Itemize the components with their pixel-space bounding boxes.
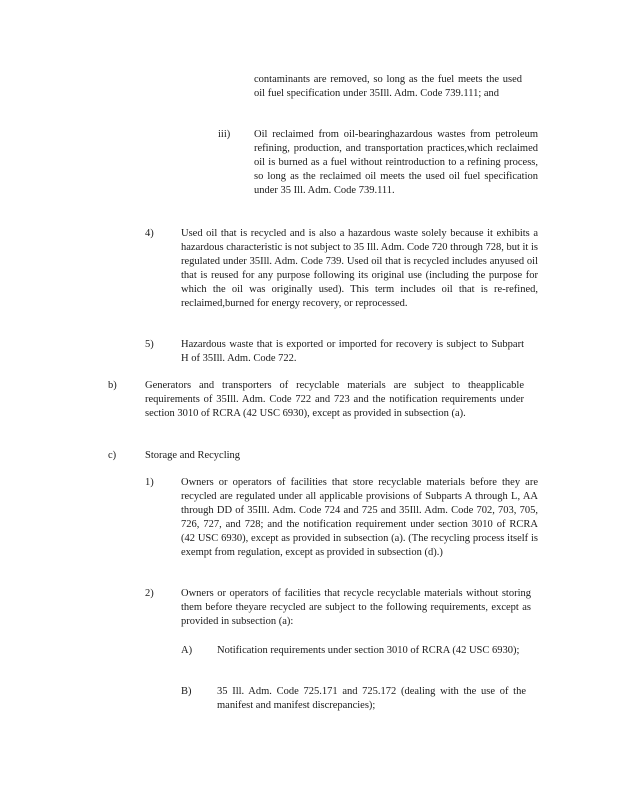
subsection-c-label: c) xyxy=(108,450,117,461)
subsection-b-text: Generators and transporters of recyclable materials are subject to theapplicable requirements of 35Ill. Adm. Code 722 and 723 and the notification requirements under section 3010 of RCRA (42 USC 6930), except as provided in subsection (a). xyxy=(145,380,524,419)
paragraph-c2-text: Owners or operators of facilities that recycle recyclable materials without storing them before theyare recycled are subject to the following requirements, except as provided in subsection (a): xyxy=(181,588,531,627)
paragraph-c2-label: 2) xyxy=(145,588,154,599)
paragraph-4-text: Used oil that is recycled and is also a hazardous waste solely because it exhibits a hazardous characteristic is not subject to 35 Ill. Adm. Code 720 through 728, but it is regulated under 35Ill. Adm. Code 739. Used oil that is recycled includes anyused oil that is reused for any purpose following its original use (including the purpose for which the oil was originally used). This term includes oil that is re-refined, reclaimed,burned for energy recovery, or reprocessed. xyxy=(181,228,538,309)
item-a-text: Notification requirements under section 3010 of RCRA (42 USC 6930); xyxy=(217,645,520,656)
paragraph-c1-label: 1) xyxy=(145,477,154,488)
paragraph-c1-text: Owners or operators of facilities that store recyclable materials before they are recycled are regulated under all applicable provisions of Subparts A through L, AA through DD of 35Ill. Adm. Code 724 and 725 and 35Ill. Adm. Code 702, 703, 705, 726, 727, and 728; and the notification requirement under section 3010 of RCRA (42 USC 6930), except as provided in subsection (a). (The recycling process itself is exempt from regulation, except as provided in subsection (d).) xyxy=(181,477,538,558)
paragraph-5-label: 5) xyxy=(145,339,154,350)
subsection-c-heading: Storage and Recycling xyxy=(145,450,241,461)
subsection-b-label: b) xyxy=(108,380,117,391)
paragraph-4-label: 4) xyxy=(145,228,154,239)
clause-iii-label: iii) xyxy=(218,129,231,140)
clause-iii-text: Oil reclaimed from oil-bearinghazardous wastes from petroleum refining, production, and transportation practices,which reclaimed oil is burned as a fuel without reintroduction to a refining process, so long as the reclaimed oil meets the used oil fuel specification under 35 Ill. Adm. Code 739.111. xyxy=(254,129,538,196)
clause-ii-continuation-text: contaminants are removed, so long as the fuel meets the used oil fuel specification under 35Ill. Adm. Code 739.111; and xyxy=(254,74,522,99)
item-b-text: 35 Ill. Adm. Code 725.171 and 725.172 (dealing with the use of the manifest and manifest discrepancies); xyxy=(217,686,526,711)
paragraph-5-text: Hazardous waste that is exported or imported for recovery is subject to Subpart H of 35Ill. Adm. Code 722. xyxy=(181,339,524,364)
item-a-label: A) xyxy=(181,645,193,656)
item-b-label: B) xyxy=(181,686,192,697)
